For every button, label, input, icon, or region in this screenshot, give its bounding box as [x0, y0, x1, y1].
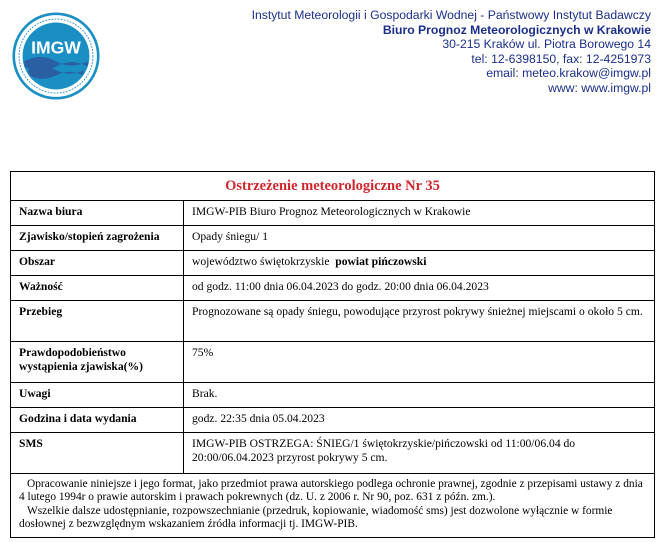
table-row [11, 226, 654, 251]
row-label: Zjawisko/stopień zagrożenia [11, 226, 184, 251]
institute-header [252, 8, 651, 96]
row-value: Opady śniegu/ 1 [184, 226, 655, 251]
office-name: Biuro Prognoz Meteorologicznych w Krakowie [382, 22, 651, 37]
email[interactable]: email: meteo.krakow@imgw.pl [486, 66, 651, 81]
warning-table [11, 201, 654, 474]
table-row [11, 383, 654, 408]
row-value: od godz. 11:00 dnia 06.04.2023 do godz. 20:00 dnia 06.04.2023 [184, 276, 655, 301]
row-value: IMGW-PIB OSTRZEGA: ŚNIEG/1 świętokrzyskie/pińczowski od 11:00/06.04 do 20:00/06.04.2023 przyrost pokrywy 5 cm. [184, 433, 655, 474]
phone-fax: tel: 12-6398150, fax: 12-4251973 [471, 51, 651, 66]
table-row [11, 251, 654, 276]
row-label: Nazwa biura [11, 201, 184, 226]
table-row [11, 433, 654, 474]
region-name: województwo świętokrzyskie [192, 255, 330, 268]
row-value: godz. 22:35 dnia 05.04.2023 [184, 408, 655, 433]
institute-name: Instytut Meteorologii i Gospodarki Wodnej - Państwowy Instytut Badawczy [251, 8, 651, 22]
row-label: Ważność [11, 276, 184, 301]
table-row [11, 201, 654, 226]
row-label: SMS [11, 433, 184, 474]
row-value: 75% [184, 342, 655, 383]
redistribution-paragraph: Wszelkie dalsze udostępnianie, rozpowszechnianie (przedruk, kopiowanie, wiadomość sms) jest dozwolone wyłącznie w formie dosłownej z bezwzględnym wskazaniem źródła informacji tj. IMGW-PIB. [19, 504, 613, 531]
website[interactable]: www: www.imgw.pl [548, 80, 651, 95]
warning-document [10, 171, 655, 538]
row-label: Uwagi [11, 383, 184, 408]
copyright-notice [11, 474, 654, 537]
table-row [11, 342, 654, 383]
row-label: Obszar [11, 251, 184, 276]
row-value: Brak. [184, 383, 655, 408]
row-value: Prognozowane są opady śniegu, powodujące przyrost pokrywy śnieżnej miejscami o około 5 cm. [184, 301, 655, 342]
logo-text: IMGW [31, 37, 81, 58]
warning-title: Ostrzeżenie meteorologiczne Nr 35 [11, 172, 654, 201]
table-row [11, 276, 654, 301]
imgw-logo [12, 12, 100, 100]
copyright-paragraph: Opracowanie niniejsze i jego format, jako przedmiot prawa autorskiego podlega ochronie prawnej, zgodnie z przepisami ustawy z dnia 4 lutego 1994r o prawie autorskim i prawach pokrewnych (dz. U. z 2006 r. Nr 90, poz. 631 z późn. zm.). [19, 478, 643, 504]
row-label: Przebieg [11, 301, 184, 342]
row-value [184, 251, 655, 276]
row-value: IMGW-PIB Biuro Prognoz Meteorologicznych w Krakowie [184, 201, 655, 226]
row-label: Prawdopodobieństwo wystąpienia zjawiska(%) [11, 342, 184, 383]
table-row [11, 408, 654, 433]
table-row [11, 301, 654, 342]
row-label: Godzina i data wydania [11, 408, 184, 433]
county-name: powiat pińczowski [335, 255, 427, 268]
address: 30-215 Kraków ul. Piotra Borowego 14 [442, 37, 651, 52]
